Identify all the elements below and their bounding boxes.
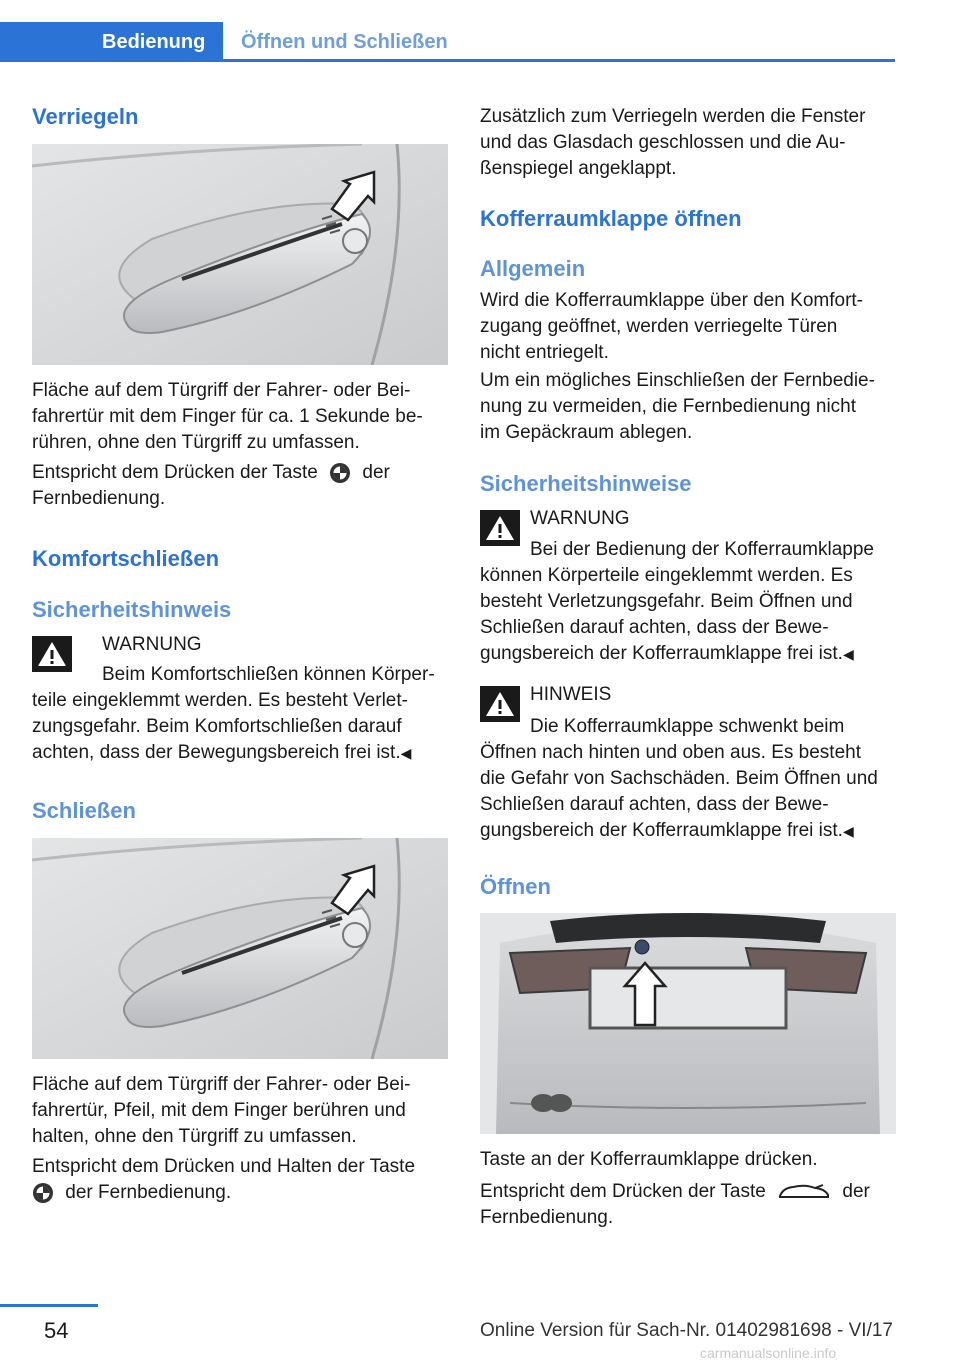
paragraph-allgemein-1: Wird die Kofferraumklappe über den Komfort- zugang geöffnet, werden verriegelte Türen nicht entriegelt. [480, 290, 863, 363]
trunk-lid-illustration [480, 913, 896, 1134]
watermark: carmanualsonline.info [700, 1345, 837, 1361]
paragraph-schliessen-2: Entspricht dem Drücken und Halten der Taste der Fernbedienung. [32, 1156, 416, 1203]
bmw-lock-key-icon [32, 1182, 54, 1204]
notice-triangle-icon [480, 686, 520, 722]
page-header [0, 0, 960, 62]
end-mark: ◀ [842, 646, 854, 662]
warning-text-rest: können Körperteile eingeklemmt werden. Es besteht Verletzungsgefahr. Beim Öffnen und Schließen darauf achten, dass der Bewe- gungsbereich der Kofferraumklappe frei ist.◀ [480, 565, 854, 664]
warning-text-line-1: Bei der Bedienung der Kofferraumklappe [530, 539, 874, 560]
footer-rule [0, 1304, 98, 1307]
notice-text-rest: Öffnen nach hinten und oben aus. Es besteht die Gefahr von Sachschäden. Beim Öffnen und Schließen darauf achten, dass der Bewe- gungsbereich der Kofferraumklappe frei ist.◀ [480, 742, 878, 841]
door-handle-illustration-close [32, 838, 448, 1059]
header-rule [0, 59, 895, 62]
heading-schliessen: Schließen [32, 798, 136, 823]
heading-komfortschliessen: Komfortschließen [32, 546, 220, 571]
paragraph-oeffnen-1: Taste an der Kofferraumklappe drücken. [480, 1149, 818, 1170]
warning-text-line-1: Beim Komfortschließen können Körper- [102, 664, 435, 685]
notice-label: HINWEIS [530, 684, 612, 705]
heading-kofferraumklappe-oeffnen: Kofferraumklappe öffnen [480, 206, 742, 231]
heading-sicherheitshinweis: Sicherheitshinweis [32, 597, 232, 622]
paragraph-verriegeln-2: Entspricht dem Drücken der Taste der Fernbedienung. [32, 462, 390, 509]
car-trunk-key-icon [777, 1182, 831, 1202]
warning-text-rest: teile eingeklemmt werden. Es besteht Verlet- zungsgefahr. Beim Komfortschließen darauf achten, dass der Bewegungsbereich frei ist.◀ [32, 690, 412, 763]
footer-online-version: Online Version für Sach-Nr. 01402981698 - VI/17 [480, 1320, 893, 1341]
paragraph-verriegeln-1: Fläche auf dem Türgriff der Fahrer- oder Bei- fahrertür mit dem Finger für ca. 1 Sekunde be- rühren, ohne den Türgriff zu umfassen. [32, 380, 423, 453]
bmw-lock-key-icon [329, 462, 351, 484]
warning-triangle-icon [32, 636, 72, 672]
tab-bedienung[interactable]: Bedienung [0, 22, 223, 62]
warning-label: WARNUNG [102, 634, 202, 655]
warning-triangle-icon [480, 510, 520, 546]
heading-sicherheitshinweise: Sicherheitshinweise [480, 471, 692, 496]
notice-text-line-1: Die Kofferraumklappe schwenkt beim [530, 716, 845, 737]
paragraph-schliessen-1: Fläche auf dem Türgriff der Fahrer- oder Bei- fahrertür, Pfeil, mit dem Finger berühren und halten, ohne den Türgriff zu umfassen. [32, 1074, 411, 1147]
end-mark: ◀ [842, 823, 854, 839]
paragraph-oeffnen-2: Entspricht dem Drücken der Taste der Fernbedienung. [480, 1181, 870, 1228]
heading-verriegeln: Verriegeln [32, 104, 139, 129]
paragraph-intro: Zusätzlich zum Verriegeln werden die Fenster und das Glasdach geschlossen und die Au- ßenspiegel angeklappt. [480, 106, 866, 179]
heading-allgemein: Allgemein [480, 256, 586, 281]
page-number: 54 [44, 1318, 69, 1343]
tab-oeffnen-und-schliessen[interactable]: Öffnen und Schließen [241, 30, 448, 53]
paragraph-allgemein-2: Um ein mögliches Einschließen der Fernbedie- nung zu vermeiden, die Fernbedienung nicht im Gepäckraum ablegen. [480, 370, 875, 443]
end-mark: ◀ [400, 745, 412, 761]
door-handle-illustration-lock [32, 144, 448, 365]
heading-oeffnen: Öffnen [480, 874, 551, 899]
warning-label: WARNUNG [530, 508, 630, 529]
